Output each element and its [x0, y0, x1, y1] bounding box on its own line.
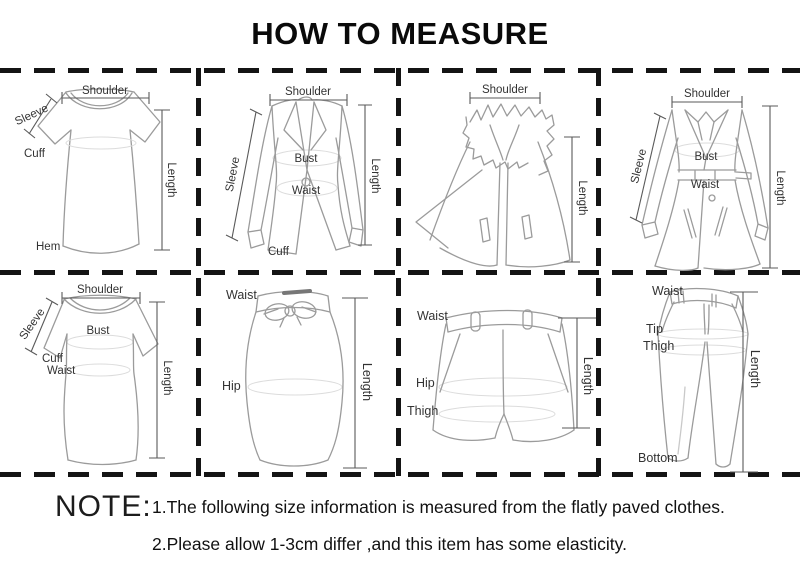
label-length: Length [360, 362, 374, 402]
label-length: Length [576, 180, 588, 216]
note-label: NOTE: [55, 490, 152, 523]
panel-pants [600, 272, 800, 474]
panel-dress [0, 272, 200, 474]
label-hem: Hem [36, 241, 61, 253]
label-bust: Bust [694, 151, 718, 163]
blazer-outline [248, 97, 363, 254]
skirt-hip-guide [248, 379, 342, 395]
panel-trench-coat [600, 70, 800, 272]
label-length: Length [165, 162, 177, 198]
label-sleeve: Sleeve [13, 102, 51, 129]
dress-outline [44, 295, 158, 464]
panel-tshirt [0, 70, 200, 272]
label-sleeve: Sleeve [17, 306, 48, 343]
label-waist: Waist [226, 288, 257, 302]
label-sleeve: Sleeve [223, 156, 243, 193]
label-shoulder: Shoulder [284, 86, 332, 98]
label-waist: Waist [291, 185, 321, 197]
fur-coat-outline [416, 104, 570, 267]
note-line-2: 2.Please allow 1-3cm differ ,and this item has some elasticity. [152, 534, 627, 554]
label-bust: Bust [86, 325, 110, 337]
skirt-illustration [200, 272, 400, 474]
shorts-illustration [400, 272, 600, 474]
pants-outline [658, 289, 748, 467]
tshirt-chest-guide [66, 137, 136, 149]
label-waist: Waist [47, 365, 76, 377]
fur-coat-illustration [400, 70, 600, 272]
pants-tip-guide [658, 329, 748, 339]
label-length: Length [161, 360, 173, 396]
tshirt-illustration [0, 70, 200, 272]
shorts-thigh-guide [439, 406, 555, 422]
skirt-outline [246, 291, 343, 466]
trench-coat-illustration [600, 70, 800, 272]
label-length: Length [748, 349, 762, 389]
blazer-illustration [200, 70, 400, 272]
dress-waist-guide [70, 364, 130, 376]
panel-blazer [200, 70, 400, 272]
panel-skirt [200, 272, 400, 474]
label-hip: Hip [416, 376, 435, 390]
page-title: HOW TO MEASURE [251, 16, 549, 51]
label-shoulder: Shoulder [81, 85, 129, 97]
label-shoulder: Shoulder [76, 284, 124, 296]
pants-illustration [600, 272, 800, 474]
label-waist: Waist [652, 284, 683, 298]
label-tip: Tip [646, 322, 663, 336]
label-cuff: Cuff [24, 148, 45, 160]
label-bottom: Bottom [638, 451, 678, 465]
label-thigh: Thigh [643, 339, 675, 353]
dress-bust-guide [67, 335, 133, 349]
label-sleeve: Sleeve [629, 147, 650, 185]
note-line-1: 1.The following size information is measured from the flatly paved clothes. [152, 497, 725, 517]
label-bust: Bust [294, 153, 318, 165]
label-thigh: Thigh [407, 404, 439, 418]
tshirt-outline [38, 89, 160, 253]
label-cuff: Cuff [42, 353, 63, 365]
dress-illustration [0, 272, 200, 474]
label-hip: Hip [222, 379, 241, 393]
label-shoulder: Shoulder [683, 88, 731, 100]
label-shoulder: Shoulder [481, 84, 529, 96]
label-waist: Waist [417, 309, 448, 323]
label-length: Length [369, 158, 381, 194]
panel-fur-coat [400, 70, 600, 272]
panel-shorts [400, 272, 600, 474]
label-cuff: Cuff [268, 246, 289, 258]
label-length: Length [774, 170, 786, 206]
label-length: Length [581, 356, 595, 396]
label-waist: Waist [690, 179, 720, 191]
